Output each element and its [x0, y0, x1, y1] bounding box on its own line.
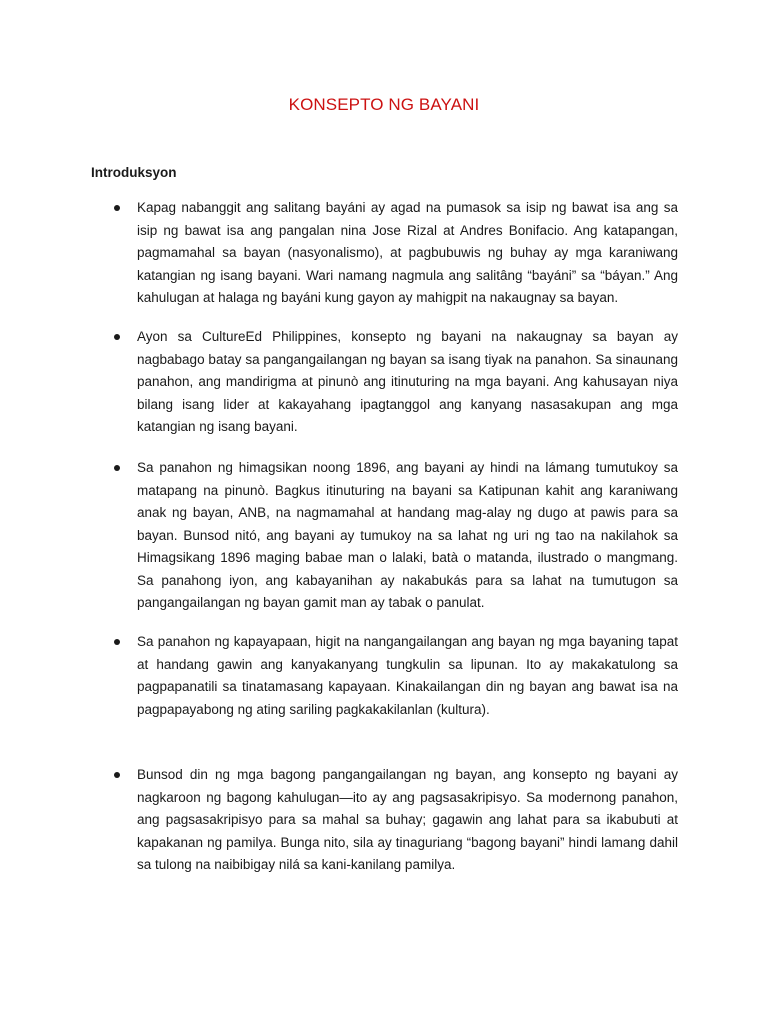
paragraph-text: Ayon sa CultureEd Philippines, konsepto ng bayani na nakaugnay sa bayan ay nagbabago batay sa pangangailangan ng bayan sa isang tiyak na panahon. Sa sinaunang panahon, ang mandirigma at pinunò ang itinuturing na mga bayani. Ang kahusayan niya bilang isang lider at kakayahang ipagtanggol ang kanyang nasasakupan ang mga katangian ng isang bayani.	[137, 329, 678, 434]
paragraph-text: Bunsod din ng mga bagong pangangailangan ng bayan, ang konsepto ng bayani ay nagkaroon ng bagong kahulugan—ito ay ang pagsasakripisyo. Sa modernong panahon, ang pagsasakripisyo para sa mahal sa buhay; gagawin ang lahat para sa ikabubuti at kapakanan ng pamilya. Bunga nito, sila ay tinaguriang “bagong bayani” hindi lamang dahil sa tulong na naibibigay nilá sa kani-kanilang pamilya.	[137, 767, 678, 872]
bullet-icon	[114, 465, 120, 471]
section-heading: Introduksyon	[91, 165, 177, 180]
paragraph-text: Sa panahon ng kapayapaan, higit na nangangailangan ang bayan ng mga bayaning tapat at handang gawin ang kanyakanyang tungkulin sa lipunan. Ito ay makakatulong sa pagpapanatili sa tinatamasang kapayaan. Kinakailangan din ng bayan ang bawat isa na pagpapayabong ng ating sariling pagkakakilanlan (kultura).	[137, 634, 678, 717]
bullet-icon	[114, 205, 120, 211]
bullet-icon	[114, 772, 120, 778]
bullet-icon	[114, 334, 120, 340]
paragraph-text: Sa panahon ng himagsikan noong 1896, ang bayani ay hindi na lámang tumutukoy sa matapang na pinunò. Bagkus itinuturing na bayani sa Katipunan kahit ang karaniwang anak ng bayan, ANB, na nagmamahal at handang mag-alay ng dugo at pawis para sa bayan. Bunsod nitó, ang bayani ay tumukoy na sa lahat ng uri ng tao na nakilahok sa Himagsikang 1896 maging babae man o lalaki, batà o matanda, ilustrado o mangmang. Sa panahong iyon, ang kabayanihan ay nakabukás para sa lahat na tumutugon sa pangangailangan ng bayan gamit man ay tabak o panulat.	[137, 460, 678, 610]
document-title: KONSEPTO NG BAYANI	[288, 95, 480, 114]
paragraph-text: Kapag nabanggit ang salitang bayáni ay agad na pumasok sa isip ng bawat isa ang sa isip ng bawat isa ang pangalan nina Jose Rizal at Andres Bonifacio. Ang katapangan, pagmamahal sa bayan (nasyonalismo), at pagbubuwis ng buhay ay mga karaniwang katangian ng isang bayani. Wari namang nagmula ang salitâng “bayáni” sa “báyan.” Ang kahulugan at halaga ng bayáni kung gayon ay mahigpit na nakaugnay sa bayan.	[137, 200, 678, 305]
bullet-icon	[114, 639, 120, 645]
